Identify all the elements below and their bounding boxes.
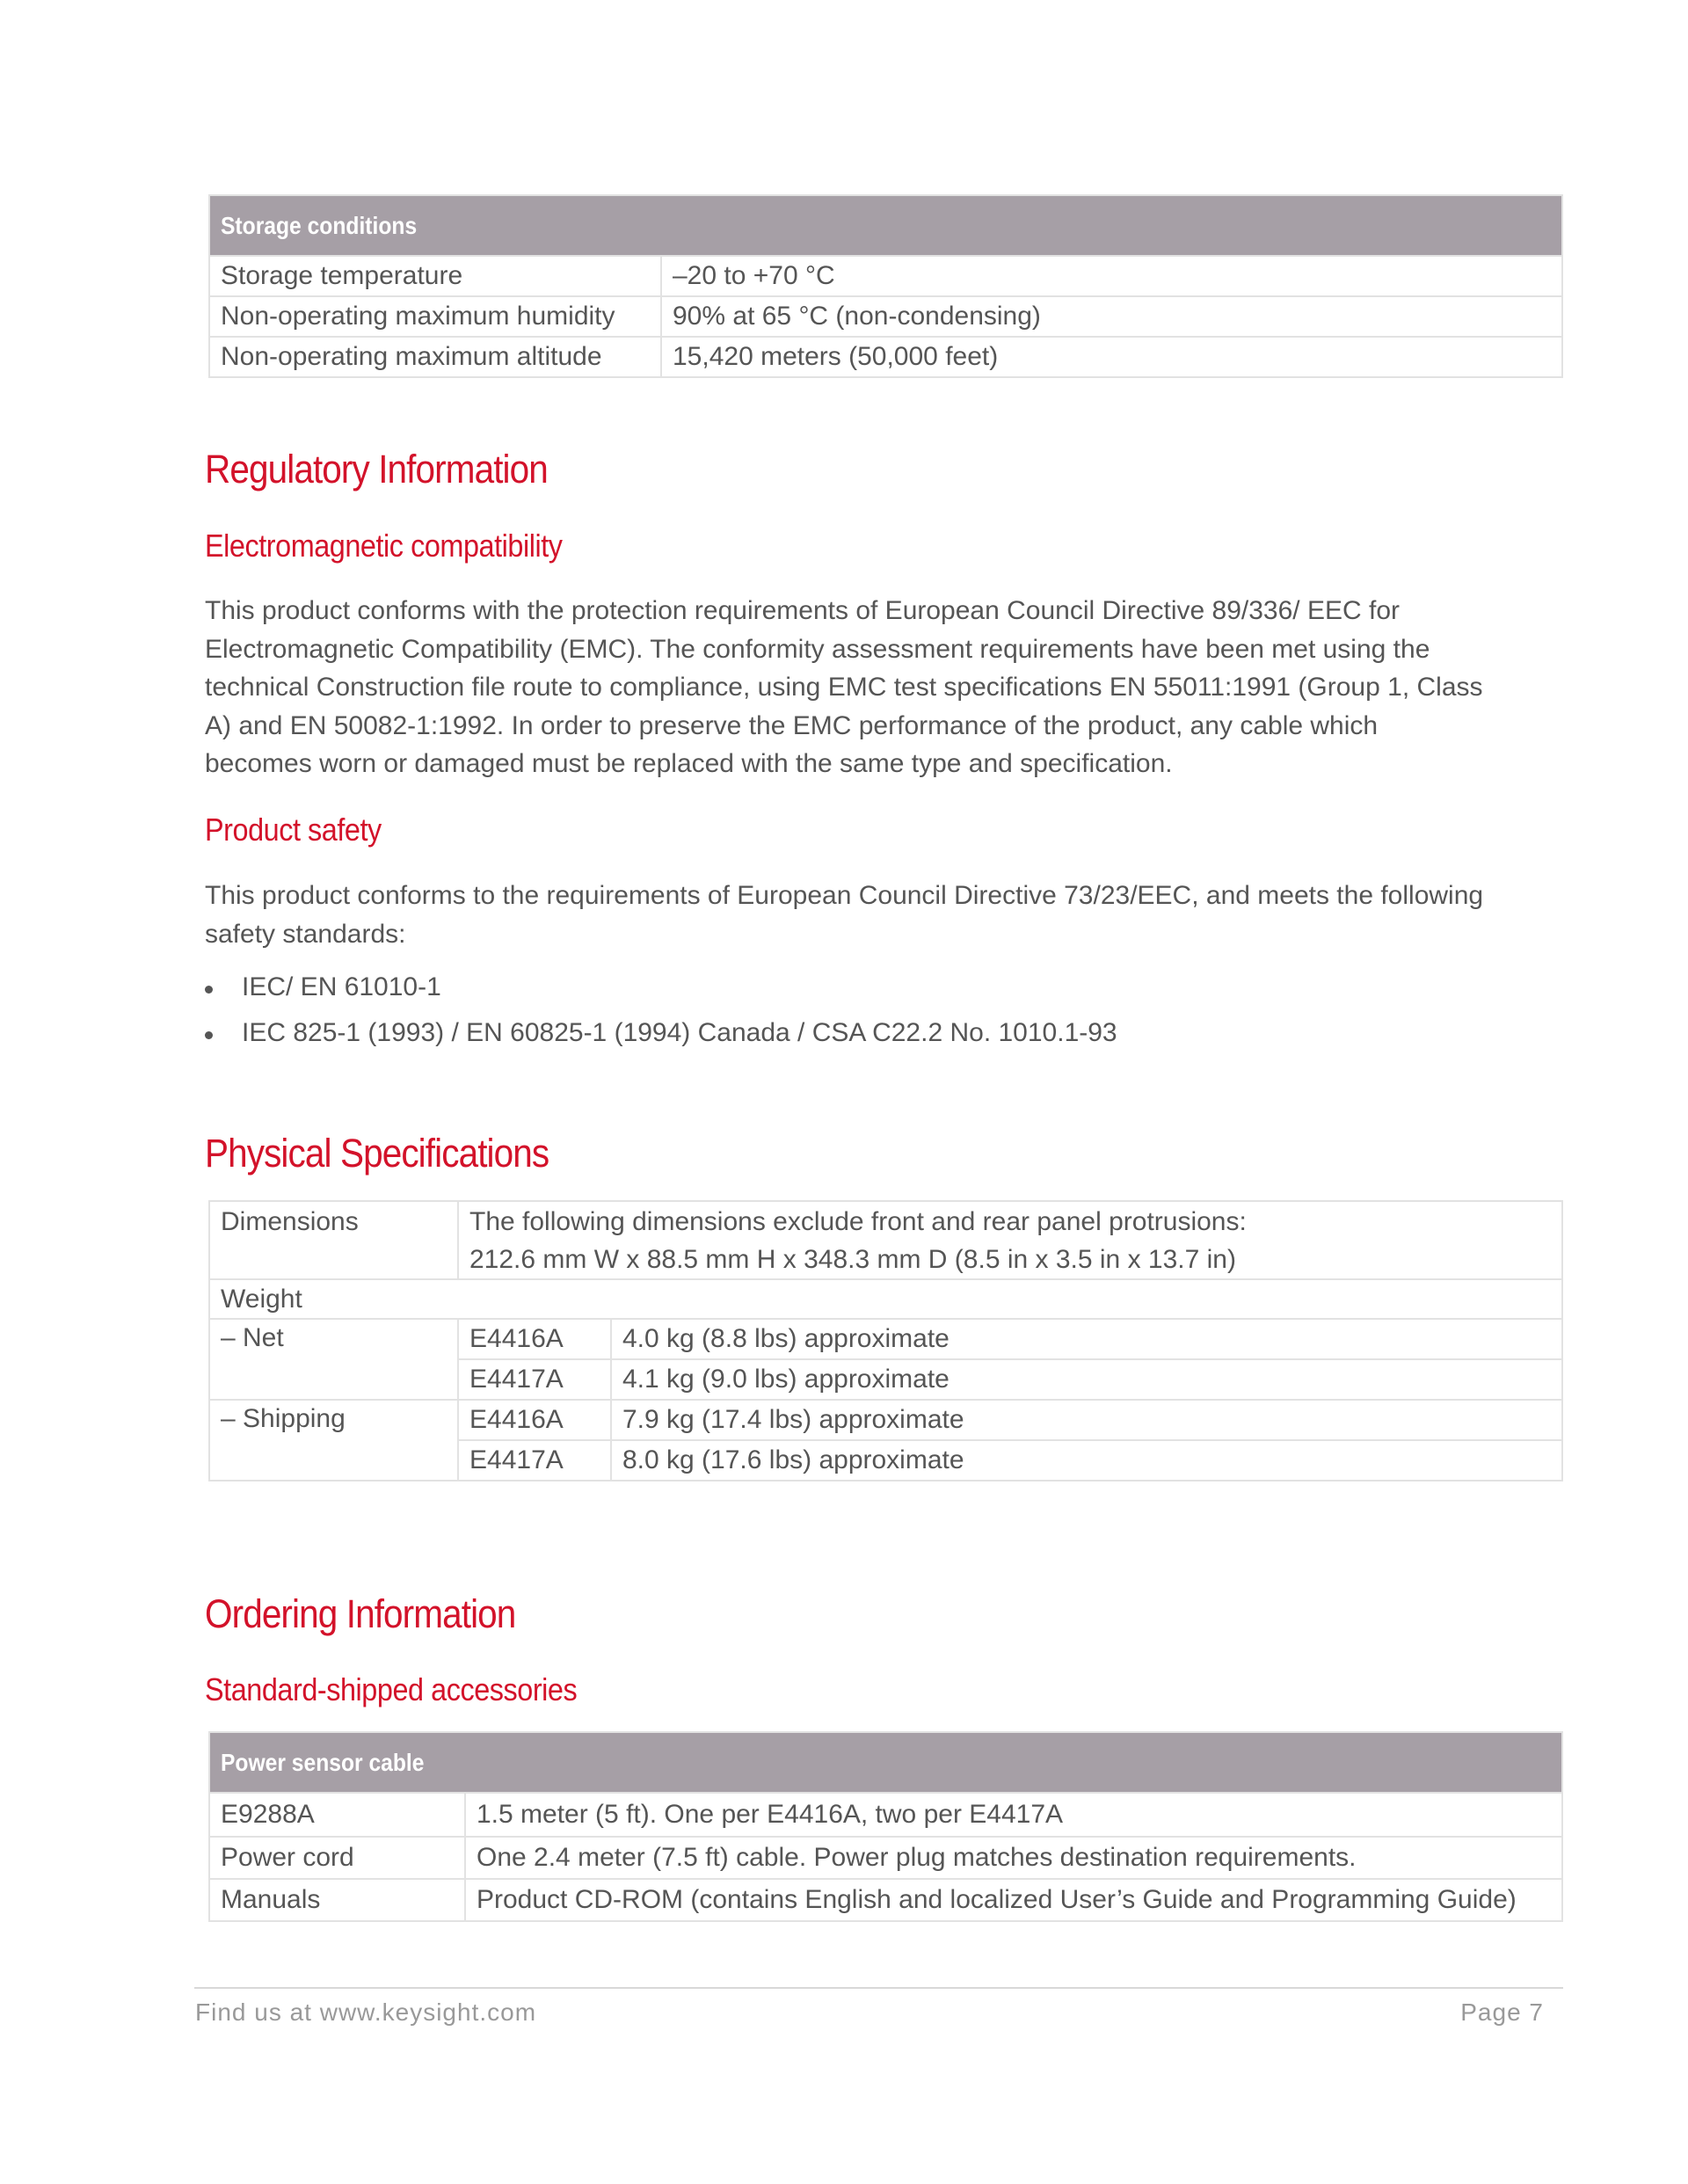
table-row — [209, 1400, 1562, 1440]
cell-value: 15,420 meters (50,000 feet) — [661, 337, 1562, 377]
table-header: Power sensor cable — [209, 1732, 1562, 1793]
list-item-text: IEC/ EN 61010-1 — [242, 972, 441, 1001]
cell-label: Power cord — [209, 1837, 465, 1879]
table-row — [209, 1319, 1562, 1359]
table-row — [209, 1279, 1562, 1319]
cell-value: 90% at 65 °C (non-condensing) — [661, 296, 1562, 337]
cell-label: Non-operating maximum altitude — [209, 337, 661, 377]
cell-label: Weight — [209, 1279, 1562, 1319]
accessories-heading: Standard-shipped accessories — [205, 1671, 578, 1707]
list-item-text: IEC 825-1 (1993) / EN 60825-1 (1994) Canada / CSA C22.2 No. 1010.1-93 — [242, 1018, 1117, 1047]
bullet-icon — [205, 986, 213, 994]
cell-label: – Net — [209, 1319, 458, 1400]
cell-value: 8.0 kg (17.6 lbs) approximate — [611, 1440, 1562, 1481]
cell-model: E4416A — [458, 1400, 611, 1440]
emc-heading: Electromagnetic compatibility — [205, 528, 563, 564]
dimensions-line: The following dimensions exclude front and rear panel protrusions: — [469, 1206, 1247, 1236]
table-row — [209, 1793, 1562, 1837]
physical-specs-table — [208, 1200, 1563, 1481]
cell-value: One 2.4 meter (7.5 ft) cable. Power plug matches destination requirements. — [465, 1837, 1562, 1879]
bullet-icon — [205, 1031, 213, 1039]
storage-conditions-table — [208, 194, 1563, 378]
cell-value: –20 to +70 °C — [661, 256, 1562, 296]
table-row — [209, 1879, 1562, 1921]
footer-website[interactable]: Find us at www.keysight.com — [195, 1998, 537, 2026]
list-item — [205, 972, 1117, 1018]
list-item — [205, 1018, 1117, 1064]
cell-label: Dimensions — [209, 1201, 458, 1279]
cell-value: 4.0 kg (8.8 lbs) approximate — [611, 1319, 1562, 1359]
safety-heading: Product safety — [205, 812, 382, 848]
footer-divider — [194, 1987, 1563, 1989]
safety-paragraph: This product conforms to the requirements of European Council Directive 73/23/EEC, and meets the following safety standards: — [205, 881, 1484, 949]
dimensions-line: 212.6 mm W x 88.5 mm H x 348.3 mm D (8.5 in x 3.5 in x 13.7 in) — [469, 1244, 1236, 1274]
cell-label: Non-operating maximum humidity — [209, 296, 661, 337]
cell-model: E4417A — [458, 1440, 611, 1481]
cell-value: Product CD-ROM (contains English and localized User’s Guide and Programming Guide) — [465, 1879, 1562, 1921]
page-number: Page 7 — [1460, 1998, 1544, 2026]
cell-value: 1.5 meter (5 ft). One per E4416A, two per E4417A — [465, 1793, 1562, 1837]
cell-label: – Shipping — [209, 1400, 458, 1481]
table-row — [209, 256, 1562, 296]
accessories-table — [208, 1731, 1563, 1922]
cell-model: E4417A — [458, 1359, 611, 1400]
table-row — [209, 1837, 1562, 1879]
table-row — [209, 337, 1562, 377]
cell-model: E4416A — [458, 1319, 611, 1359]
table-row — [209, 1201, 1562, 1279]
cell-value: 7.9 kg (17.4 lbs) approximate — [611, 1400, 1562, 1440]
emc-paragraph: This product conforms with the protection requirements of European Council Directive 89/336/ EEC for Electromagnetic Compatibility (EMC). The conformity assessment requirements have been met using the technical Construction file route to compliance, using EMC test specifications EN 55011:1991 (Group 1, Class A) and EN 50082-1:1992. In order to preserve the EMC performance of the product, any cable which becomes worn or damaged must be replaced with the same type and specification. — [205, 596, 1483, 778]
table-header: Storage conditions — [209, 195, 1562, 256]
cell-value: 4.1 kg (9.0 lbs) approximate — [611, 1359, 1562, 1400]
regulatory-heading: Regulatory Information — [205, 447, 548, 491]
cell-label: Storage temperature — [209, 256, 661, 296]
ordering-heading: Ordering Information — [205, 1591, 516, 1636]
cell-label: Manuals — [209, 1879, 465, 1921]
physical-heading: Physical Specifications — [205, 1131, 549, 1176]
table-row — [209, 296, 1562, 337]
safety-standards-list — [205, 972, 1117, 1064]
cell-label: E9288A — [209, 1793, 465, 1837]
